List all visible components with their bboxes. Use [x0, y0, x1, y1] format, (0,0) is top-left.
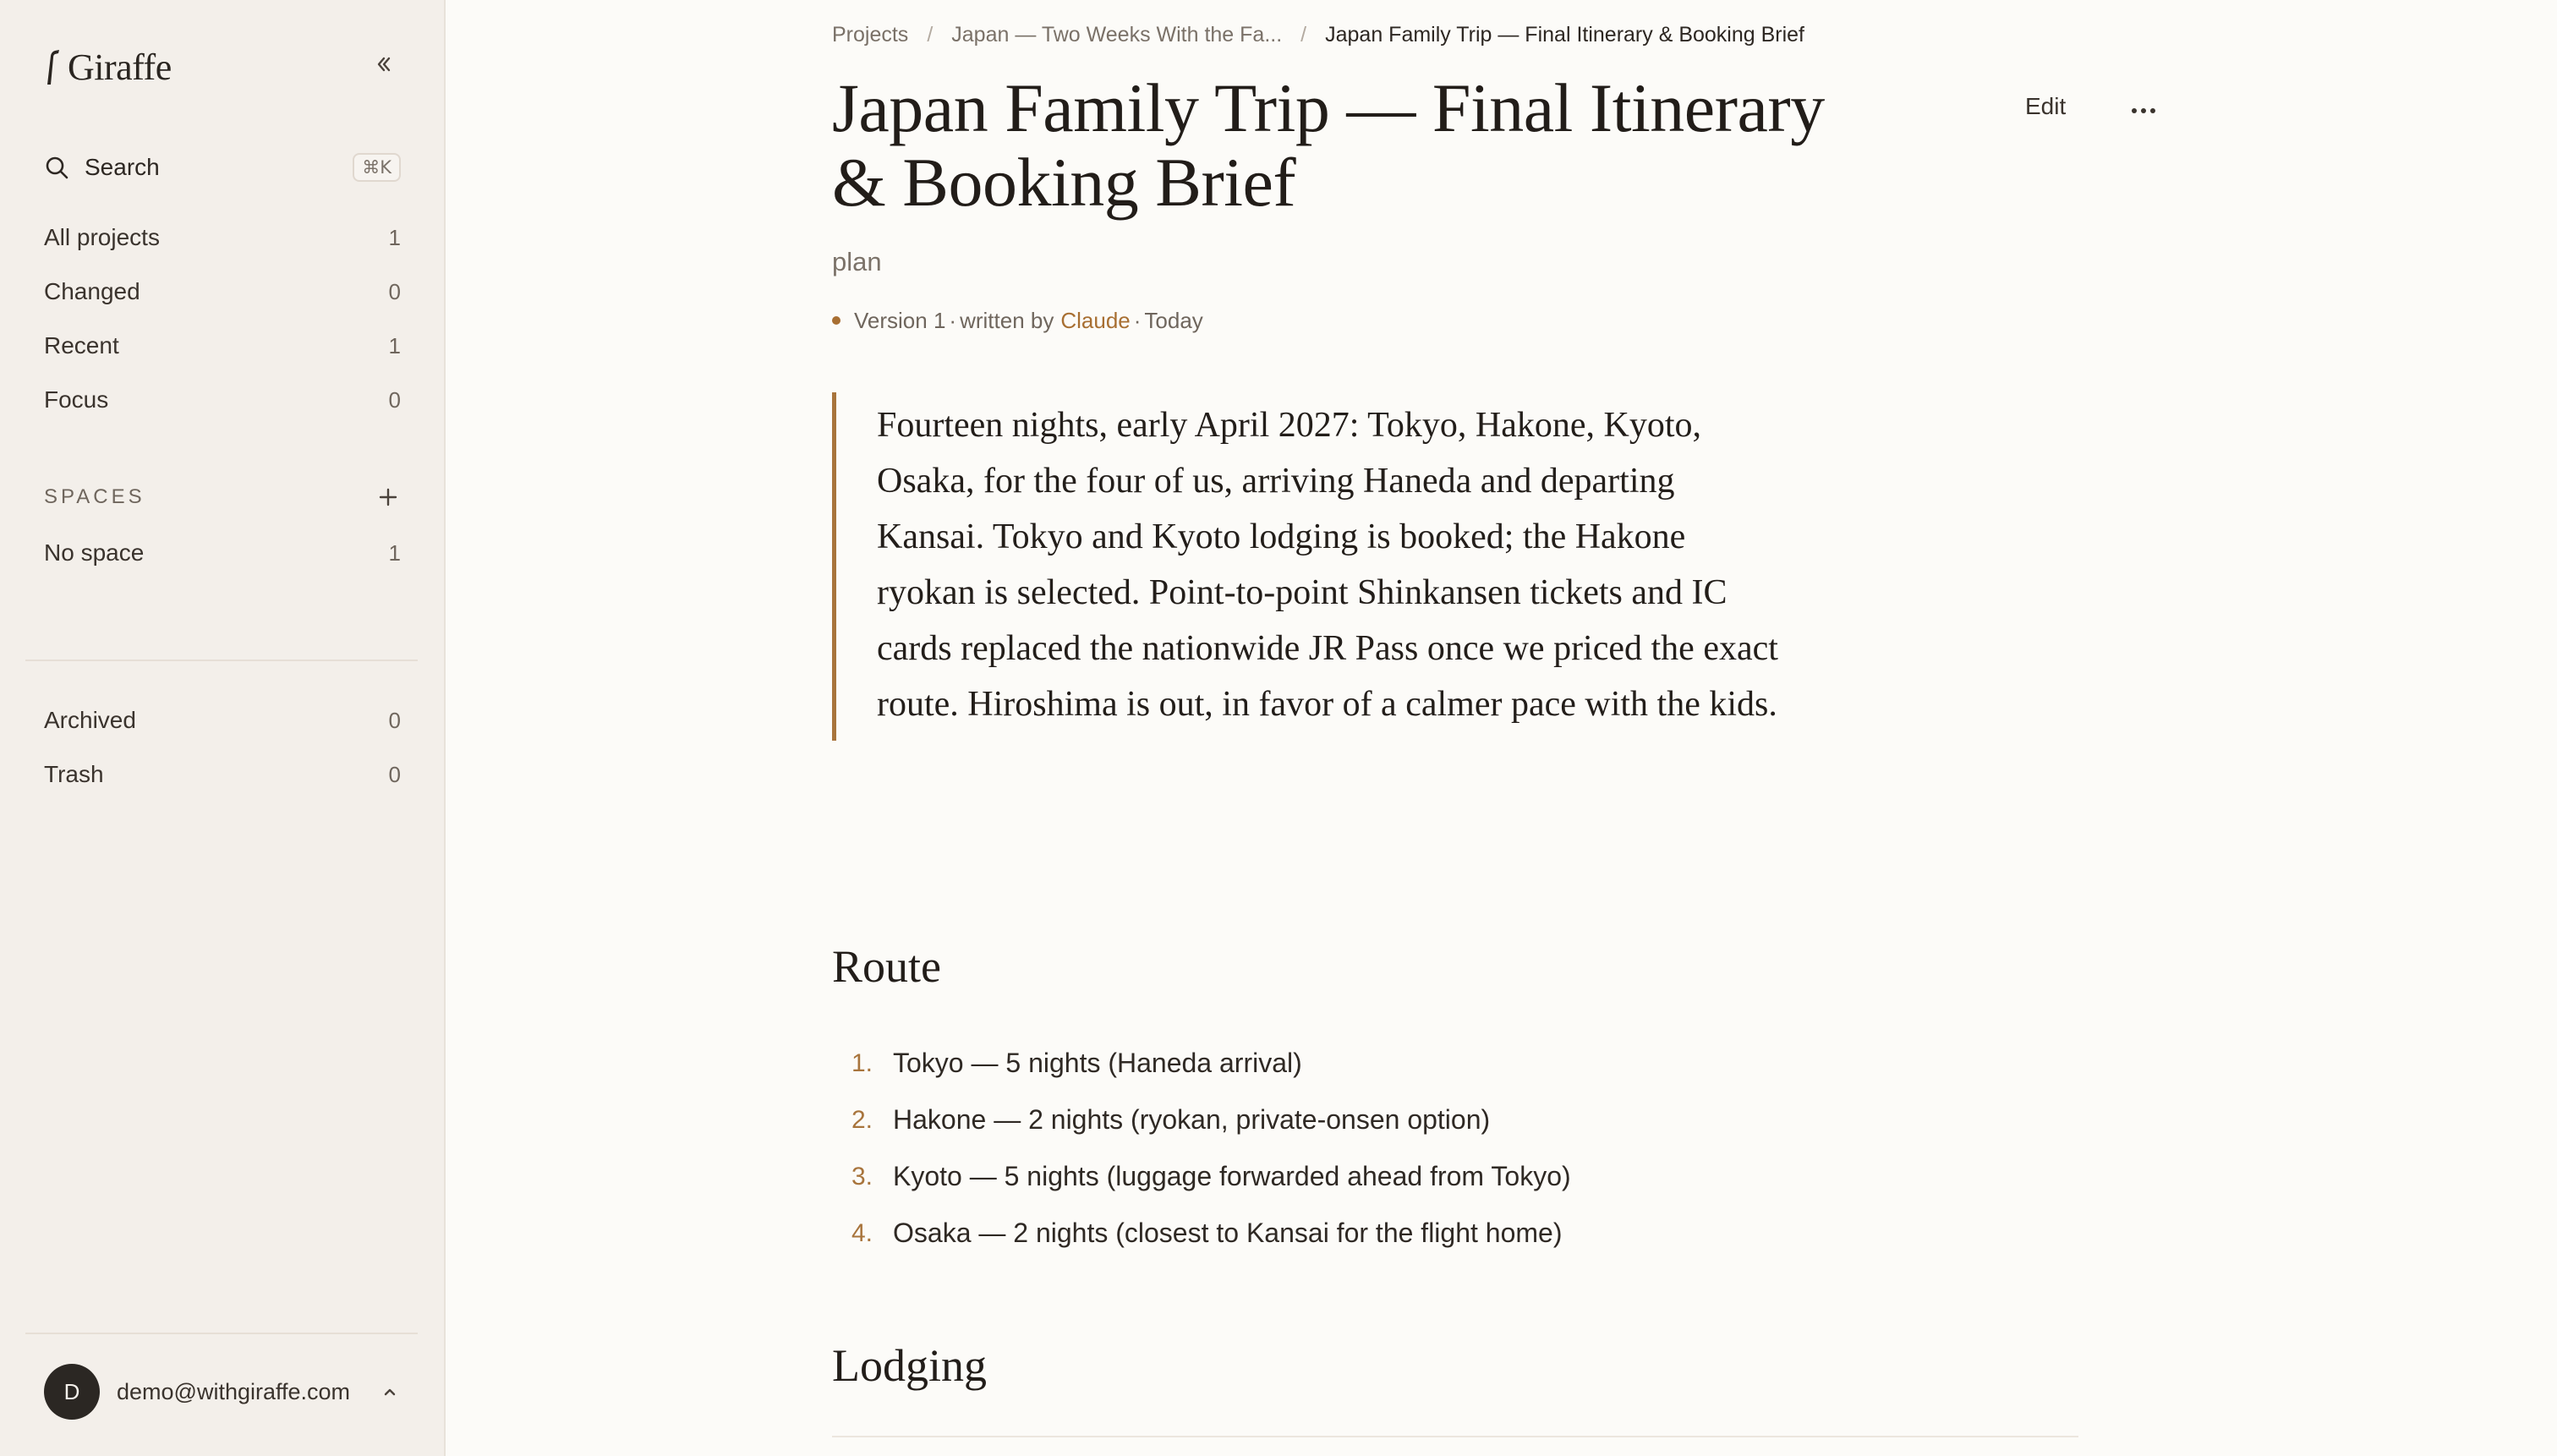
nav-item-archived[interactable]: [44, 693, 401, 747]
breadcrumb-parent-project[interactable]: Japan — Two Weeks With the Fa...: [951, 22, 1283, 47]
space-item-no-space[interactable]: [44, 526, 401, 580]
sidebar-footer-divider: [25, 1333, 418, 1334]
search-icon: [44, 155, 69, 180]
plus-icon: [378, 487, 398, 507]
nav-item-focus[interactable]: [44, 373, 401, 427]
spaces-list: [44, 526, 401, 580]
meta-separator: ·: [949, 307, 957, 333]
nav-item-label: Focus: [44, 386, 109, 413]
user-menu-button[interactable]: [44, 1363, 401, 1420]
list-item-number: 3.: [851, 1162, 873, 1191]
nav-item-label: Recent: [44, 332, 119, 359]
document-type: plan: [832, 247, 882, 276]
breadcrumb-separator: /: [1300, 22, 1307, 47]
nav-item-label: Trash: [44, 761, 104, 787]
sidebar: [0, 0, 446, 1456]
list-item-number: 2.: [851, 1105, 873, 1134]
breadcrumb-separator: /: [927, 22, 934, 47]
author-link[interactable]: Claude: [1060, 307, 1131, 333]
summary-callout: Fourteen nights, early April 2027: Tokyo, Hakone, Kyoto, Osaka, for the four of us, arriving Haneda and departing Kansai. Tokyo and Kyoto lodging is booked; the Hakone ryokan is selected. Point-to-point Shinkansen tickets and IC cards replaced the nationwide JR Pass once we priced the exact route. Hiroshima is out, in favor of a calmer pace with the kids.: [832, 392, 1779, 741]
nav-item-changed[interactable]: [44, 265, 401, 319]
search-button[interactable]: [44, 149, 401, 186]
list-item-text: Tokyo — 5 nights (Haneda arrival): [893, 1048, 1302, 1078]
nav-item-count: 0: [388, 386, 401, 413]
chevron-up-icon: [379, 1381, 401, 1403]
route-list: [832, 1035, 1762, 1262]
giraffe-logo-icon: [41, 47, 63, 86]
list-item: [832, 1092, 1762, 1148]
sidebar-divider: [25, 660, 418, 661]
list-item: [832, 1035, 1762, 1092]
space-item-count: 1: [388, 539, 401, 566]
breadcrumb-projects[interactable]: Projects: [832, 22, 909, 47]
nav-item-recent[interactable]: [44, 319, 401, 373]
user-email: demo@withgiraffe.com: [117, 1378, 351, 1404]
avatar: D: [44, 1364, 100, 1420]
list-item: [832, 1148, 1762, 1205]
meta-separator: ·: [1133, 307, 1142, 333]
list-item-text: Kyoto — 5 nights (luggage forwarded ahead from Tokyo): [893, 1161, 1571, 1191]
breadcrumb-current-document: Japan Family Trip — Final Itinerary & Booking Brief: [1325, 22, 1805, 47]
version-status-dot: [832, 316, 840, 325]
search-label: Search: [85, 154, 160, 180]
spaces-heading: SPACES: [44, 485, 145, 508]
list-item-text: Hakone — 2 nights (ryokan, private-onsen option): [893, 1104, 1491, 1135]
spaces-header: [44, 482, 401, 512]
table-top-border: [832, 1436, 2078, 1437]
nav-item-all-projects[interactable]: [44, 211, 401, 265]
section-heading-lodging: Lodging: [832, 1340, 987, 1391]
more-options-button[interactable]: [2127, 95, 2160, 127]
page-title: Japan Family Trip — Final Itinerary & Booking Brief: [832, 69, 1825, 221]
version-meta: [832, 306, 1203, 335]
list-item-number: 1.: [851, 1048, 873, 1077]
collapse-sidebar-button[interactable]: [369, 49, 399, 79]
nav-item-label: Changed: [44, 278, 140, 304]
space-item-label: No space: [44, 539, 145, 566]
search-shortcut-badge: ⌘K: [353, 153, 401, 182]
list-item: [832, 1205, 1762, 1262]
version-date: Today: [1144, 307, 1203, 333]
nav-item-label: All projects: [44, 224, 160, 250]
primary-nav: [44, 211, 401, 427]
list-item-number: 4.: [851, 1218, 873, 1247]
document-view: [447, 0, 2557, 1456]
double-chevron-left-icon: [375, 55, 393, 74]
add-space-button[interactable]: [375, 484, 401, 510]
list-item-text: Osaka — 2 nights (closest to Kansai for the flight home): [893, 1218, 1563, 1248]
edit-button[interactable]: Edit: [2025, 93, 2067, 119]
nav-item-count: 1: [388, 332, 401, 359]
nav-item-count: 1: [388, 224, 401, 250]
version-label: Version 1: [854, 307, 946, 333]
app-logo[interactable]: [41, 42, 172, 91]
breadcrumb: [832, 22, 1804, 47]
section-heading-route: Route: [832, 941, 941, 992]
written-by-label: written by: [960, 307, 1054, 333]
nav-item-label: Archived: [44, 707, 136, 733]
nav-item-count: 0: [388, 707, 401, 733]
nav-item-count: 0: [388, 761, 401, 787]
ellipsis-icon: [2131, 107, 2156, 114]
nav-item-count: 0: [388, 278, 401, 304]
secondary-nav: [44, 693, 401, 802]
app-name: Giraffe: [68, 46, 172, 88]
nav-item-trash[interactable]: [44, 747, 401, 802]
